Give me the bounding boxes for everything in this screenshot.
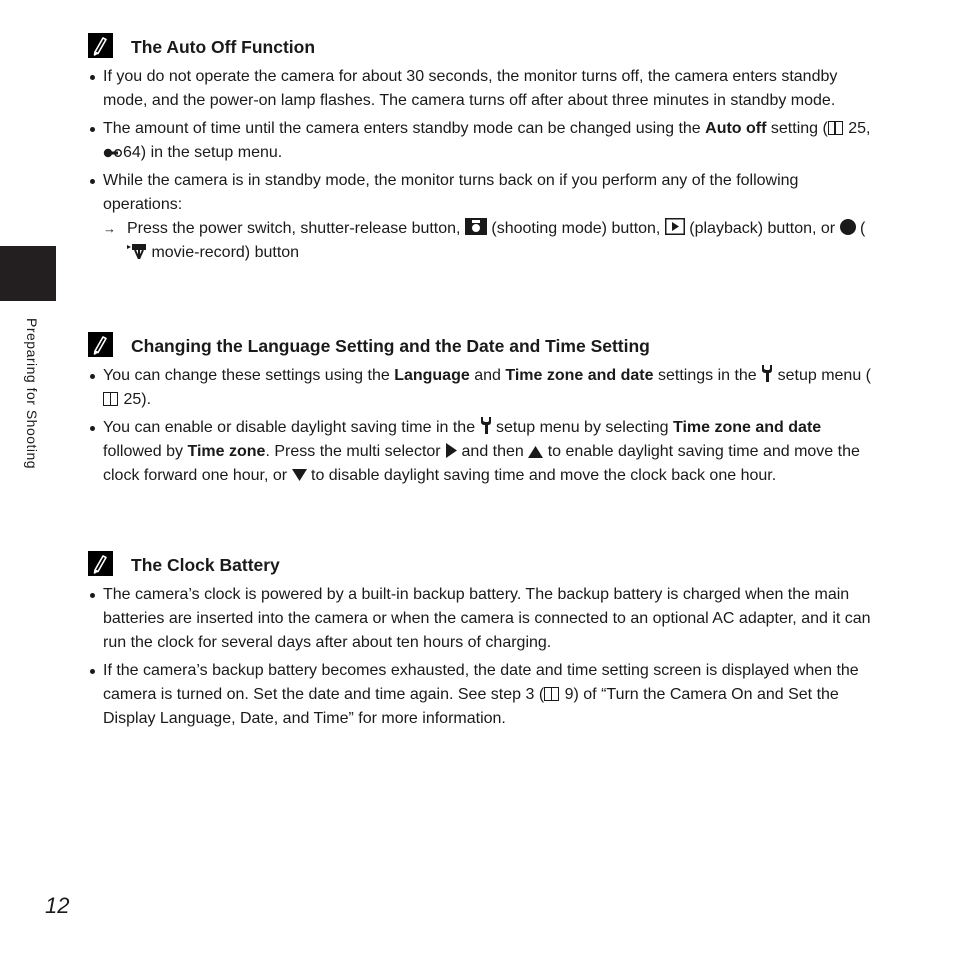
pencil-note-icon (88, 332, 113, 357)
text: setting ( (766, 120, 828, 137)
triangle-down-icon (292, 469, 307, 482)
section-header (88, 332, 878, 362)
section-header (88, 551, 878, 581)
text: The amount of time until the camera enters standby mode can be changed using the (103, 120, 706, 137)
text: 25). (119, 391, 152, 408)
text: settings in the (653, 367, 762, 384)
movie-camera-icon (127, 243, 147, 259)
section-auto-off (88, 33, 878, 269)
arrow-icon: → (103, 221, 116, 236)
text: Press the power switch, shutter-release button, (127, 220, 465, 237)
menu-option-time-zone-date: Time zone and date (672, 419, 822, 436)
camera-icon (465, 218, 487, 235)
text: and then (457, 443, 529, 460)
page-reference-icon (103, 392, 118, 406)
text: 25, (843, 120, 871, 137)
list-item (88, 169, 878, 265)
text: setup menu by selecting (491, 419, 673, 436)
text: to enable daylight saving time and move the clock forward one hour, or (103, 443, 860, 484)
section-title: Changing the Language Setting and the Date and Time Setting (131, 336, 650, 356)
wrench-icon (480, 417, 492, 434)
text: You can change these settings using the (103, 367, 395, 384)
chapter-tab-marker (0, 246, 56, 301)
list-item: If you do not operate the camera for about 30 seconds, the monitor turns off, the camera enters standby mode, and the power-on lamp flashes. The camera turns off after about three minutes in standby mode. (88, 65, 878, 113)
text: You can enable or disable daylight saving time in the (103, 419, 480, 436)
section-title: The Clock Battery (131, 555, 280, 575)
bullet-list (88, 583, 878, 731)
text: 9) of “Turn the Camera On and Set the Display Language, Date, and Time” for more information. (103, 686, 839, 727)
triangle-right-icon (445, 443, 457, 458)
text: (playback) button, or (684, 220, 840, 237)
text: (shooting mode) button, (486, 220, 665, 237)
section-header (88, 33, 878, 63)
chapter-side-label: Preparing for Shooting (24, 318, 40, 470)
menu-option-language: Language (394, 367, 470, 384)
menu-option-auto-off: Auto off (705, 120, 767, 137)
pencil-note-icon (88, 33, 113, 58)
section-language-date (88, 332, 878, 492)
text: If the camera’s backup battery becomes exhausted, the date and time setting screen is displayed when the camera is turned on. Set the date and time again. See step 3 ( (103, 662, 859, 703)
text: While the camera is in standby mode, the monitor turns back on if you perform any of the following operations: (103, 172, 799, 213)
reference-section-icon (103, 147, 123, 159)
text: and (469, 367, 506, 384)
page-number: 12 (45, 893, 70, 918)
text: to disable daylight saving time and move the clock back one hour. (306, 467, 777, 484)
list-item (88, 117, 878, 165)
text: setup menu ( (773, 367, 871, 384)
list-item: The camera’s clock is powered by a built-in backup battery. The backup battery is charged when the main batteries are inserted into the camera or when the camera is connected to an optional AC adapter, and it can run the clock for several days after about ten hours of charging. (88, 583, 878, 655)
page-reference-icon (828, 121, 843, 135)
triangle-up-icon (528, 445, 543, 458)
text: ( (855, 220, 866, 237)
menu-option-time-zone: Time zone (187, 443, 266, 460)
text: movie-record) button (147, 244, 300, 261)
section-clock-battery (88, 551, 878, 735)
list-item (88, 416, 878, 488)
text: . Press the multi selector (265, 443, 446, 460)
menu-option-time-zone-date: Time zone and date (505, 367, 654, 384)
text: 64) in the setup menu. (123, 144, 283, 161)
section-title: The Auto Off Function (131, 37, 316, 57)
list-item (88, 659, 878, 731)
pencil-note-icon (88, 551, 113, 576)
record-dot-icon (840, 219, 856, 235)
bullet-list (88, 364, 878, 488)
sub-item (103, 217, 878, 265)
page-reference-icon (544, 687, 559, 701)
bullet-list (88, 65, 878, 265)
text: followed by (103, 443, 188, 460)
list-item (88, 364, 878, 412)
wrench-icon (761, 365, 773, 382)
playback-icon (665, 218, 685, 235)
